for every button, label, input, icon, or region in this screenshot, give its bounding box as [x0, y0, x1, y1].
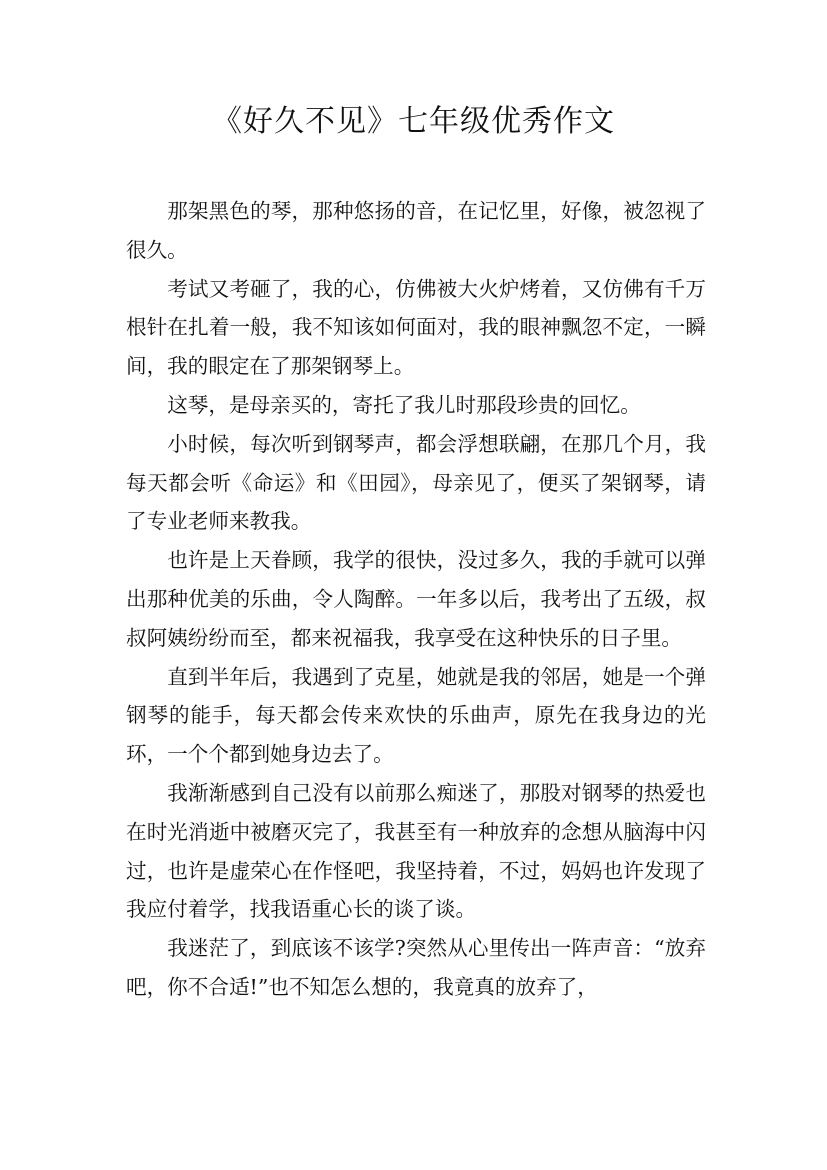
paragraph: 考试又考砸了，我的心，仿佛被大火炉烤着，又仿佛有千万根针在扎着一般，我不知该如何面对，我的眼神飘忽不定，一瞬间，我的眼定在了那架钢琴上。 [126, 276, 706, 379]
document-body [126, 192, 706, 1007]
paragraph: 我迷茫了，到底该不该学?突然从心里传出一阵声音：“放弃吧，你不合适!”也不知怎么想的，我竟真的放弃了， [126, 936, 706, 999]
paragraph: 那架黑色的琴，那种悠扬的音，在记忆里，好像，被忽视了很久。 [126, 199, 706, 262]
paragraph: 小时候，每次听到钢琴声，都会浮想联翩，在那几个月，我每天都会听《命运》和《田园》，母亲见了，便买了架钢琴，请了专业老师来教我。 [126, 431, 706, 534]
paragraph: 直到半年后，我遇到了克星，她就是我的邻居，她是一个弹钢琴的能手，每天都会传来欢快的乐曲声，原先在我身边的光环，一个个都到她身边去了。 [126, 664, 706, 767]
paragraph: 也许是上天眷顾，我学的很快，没过多久，我的手就可以弹出那种优美的乐曲，令人陶醉。一年多以后，我考出了五级，叔叔阿姨纷纷而至，都来祝福我，我享受在这种快乐的日子里。 [126, 548, 706, 650]
paragraph: 我渐渐感到自己没有以前那么痴迷了，那股对钢琴的热爱也在时光消逝中被磨灭完了，我甚至有一种放弃的念想从脑海中闪过，也许是虚荣心在作怪吧，我坚持着，不过，妈妈也许发现了我应付着学，找我语重心长的谈了谈。 [126, 780, 706, 922]
paragraph: 这琴，是母亲买的，寄托了我儿时那段珍贵的回忆。 [167, 392, 641, 417]
document-title: 《好久不见》七年级优秀作文 [212, 104, 615, 139]
